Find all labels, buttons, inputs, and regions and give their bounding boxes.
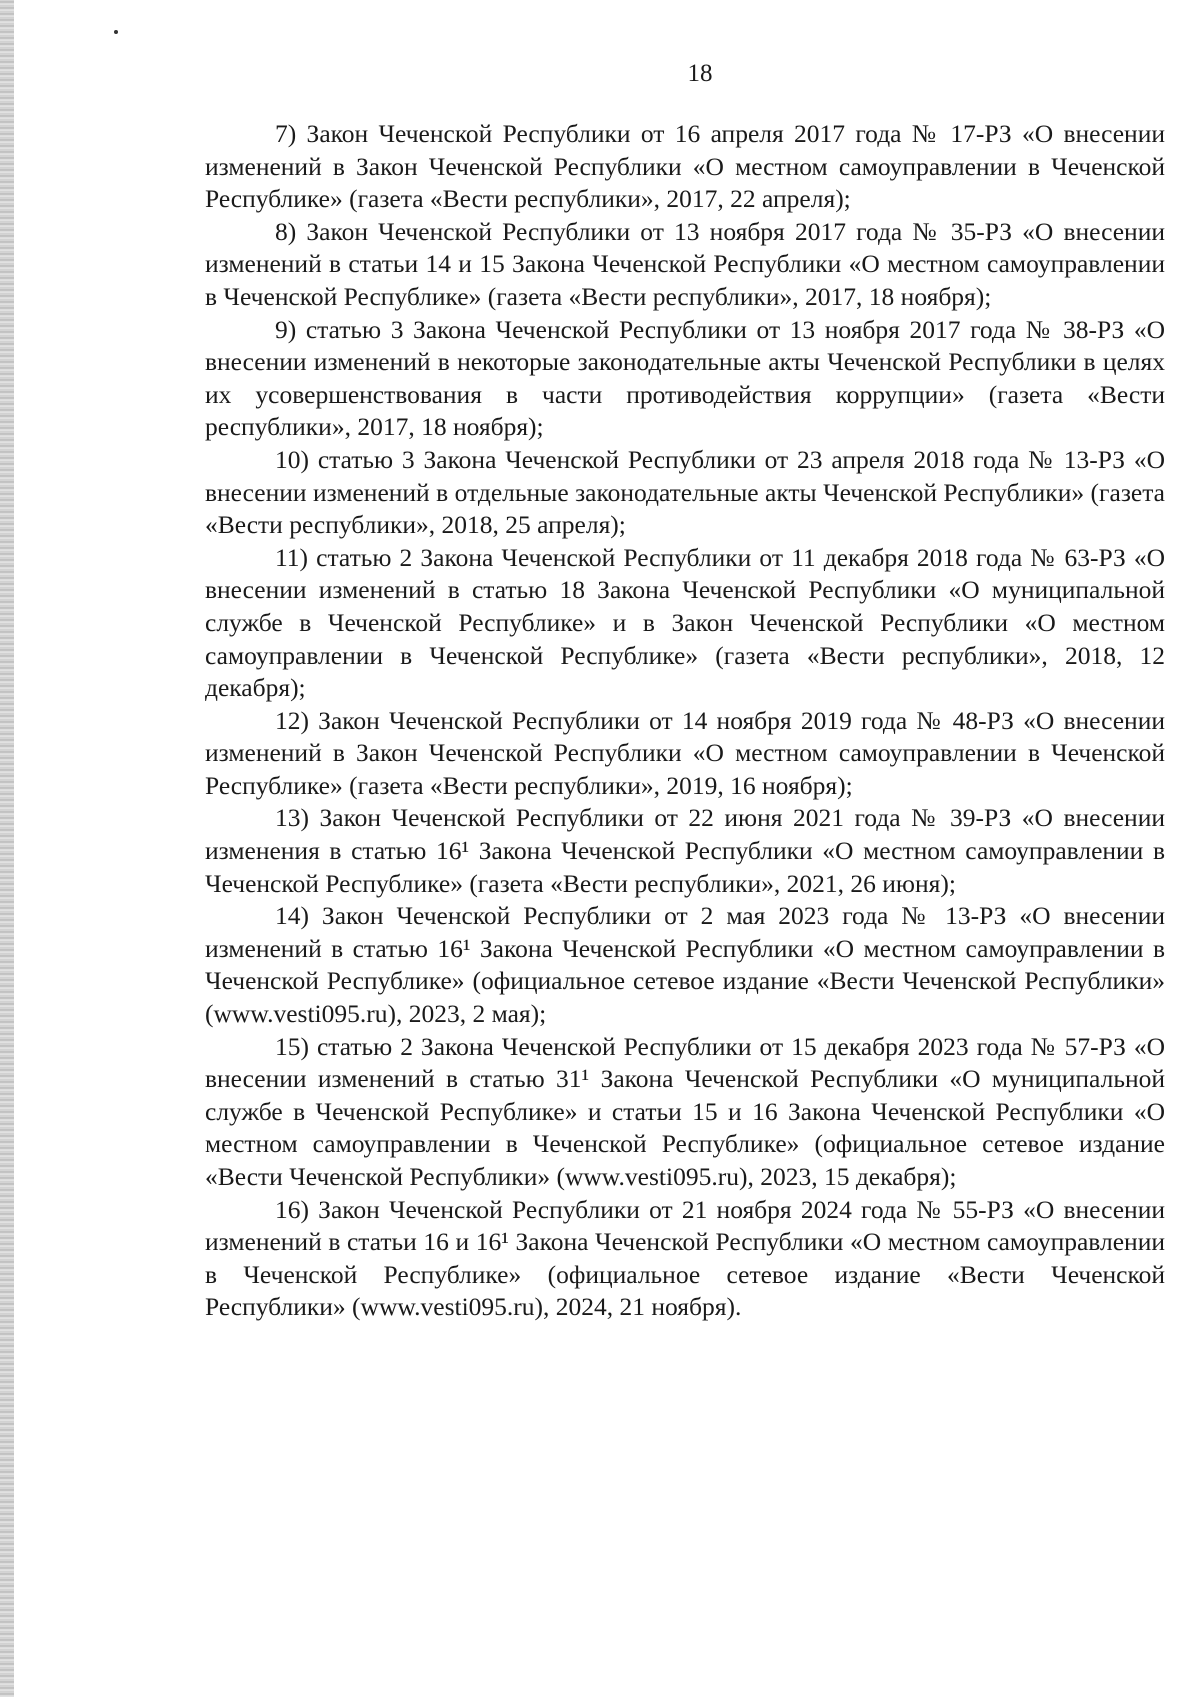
list-item-11: 11) статью 2 Закона Чеченской Республики от 11 декабря 2018 года № 63-РЗ «О внесении изменений в статью 18 Закона Чеченской Республики «О муниципальной службе в Чеченской Республике» и в Закон Чеченской Республики «О местном самоуправлении в Чеченской Республике» (газета «Вести республики», 2018, 12 декабря); — [205, 542, 1165, 703]
list-item-9: 9) статью 3 Закона Чеченской Республики от 13 ноября 2017 года № 38-РЗ «О внесении изменений в некоторые законодательные акты Чеченской Республики в целях их усовершенствования в части противодействия коррупции» (газета «Вести республики», 2017, 18 ноября); — [205, 314, 1165, 442]
list-item-15: 15) статью 2 Закона Чеченской Республики от 15 декабря 2023 года № 57-РЗ «О внесении изменений в статью 31¹ Закона Чеченской Республики «О муниципальной службе в Чеченской Республике» и статьи 15 и 16 Закона Чеченской Республики «О местном самоуправлении в Чеченской Республике» (официальное сетевое издание «Вести Чеченской Республики» (www.vesti095.ru), 2023, 15 декабря); — [205, 1031, 1165, 1191]
scan-edge-artifact — [0, 0, 14, 1697]
list-item-14: 14) Закон Чеченской Республики от 2 мая 2023 года № 13-РЗ «О внесении изменений в статью 16¹ Закона Чеченской Республики «О местном самоуправлении в Чеченской Республике» (официальное сетевое издание «Вести Чеченской Республики» (www.vesti095.ru), 2023, 2 мая); — [205, 901, 1165, 1029]
list-item-10: 10) статью 3 Закона Чеченской Республики от 23 апреля 2018 года № 13-РЗ «О внесении изменений в отдельные законодательные акты Чеченской Республики» (газета «Вести республики», 2018, 25 апреля); — [205, 444, 1165, 540]
document-body — [205, 118, 1165, 1324]
list-item-13: 13) Закон Чеченской Республики от 22 июня 2021 года № 39-РЗ «О внесении изменения в статью 16¹ Закона Чеченской Республики «О местном самоуправлении в Чеченской Республике» (газета «Вести республики», 2021, 26 июня); — [205, 803, 1165, 898]
list-item-12: 12) Закон Чеченской Республики от 14 ноября 2019 года № 48-РЗ «О внесении изменений в Закон Чеченской Республики «О местном самоуправлении в Чеченской Республике» (газета «Вести республики», 2019, 16 ноября); — [205, 705, 1165, 800]
list-item-7: 7) Закон Чеченской Республики от 16 апреля 2017 года № 17-РЗ «О внесении изменений в Закон Чеченской Республики «О местном самоуправлении в Чеченской Республике» (газета «Вести республики», 2017, 22 апреля); — [205, 119, 1165, 214]
page-number: 18 — [687, 60, 713, 87]
list-item-8: 8) Закон Чеченской Республики от 13 ноября 2017 года № 35-РЗ «О внесении изменений в статьи 14 и 15 Закона Чеченской Республики «О местном самоуправлении в Чеченской Республике» (газета «Вести республики», 2017, 18 ноября); — [205, 216, 1165, 311]
scan-speck — [114, 30, 118, 34]
list-item-16: 16) Закон Чеченской Республики от 21 ноября 2024 года № 55-РЗ «О внесении изменений в статьи 16 и 16¹ Закона Чеченской Республики «О местном самоуправлении в Чеченской Республике» (официальное сетевое издание «Вести Чеченской Республики» (www.vesti095.ru), 2024, 21 ноября). — [205, 1194, 1165, 1322]
